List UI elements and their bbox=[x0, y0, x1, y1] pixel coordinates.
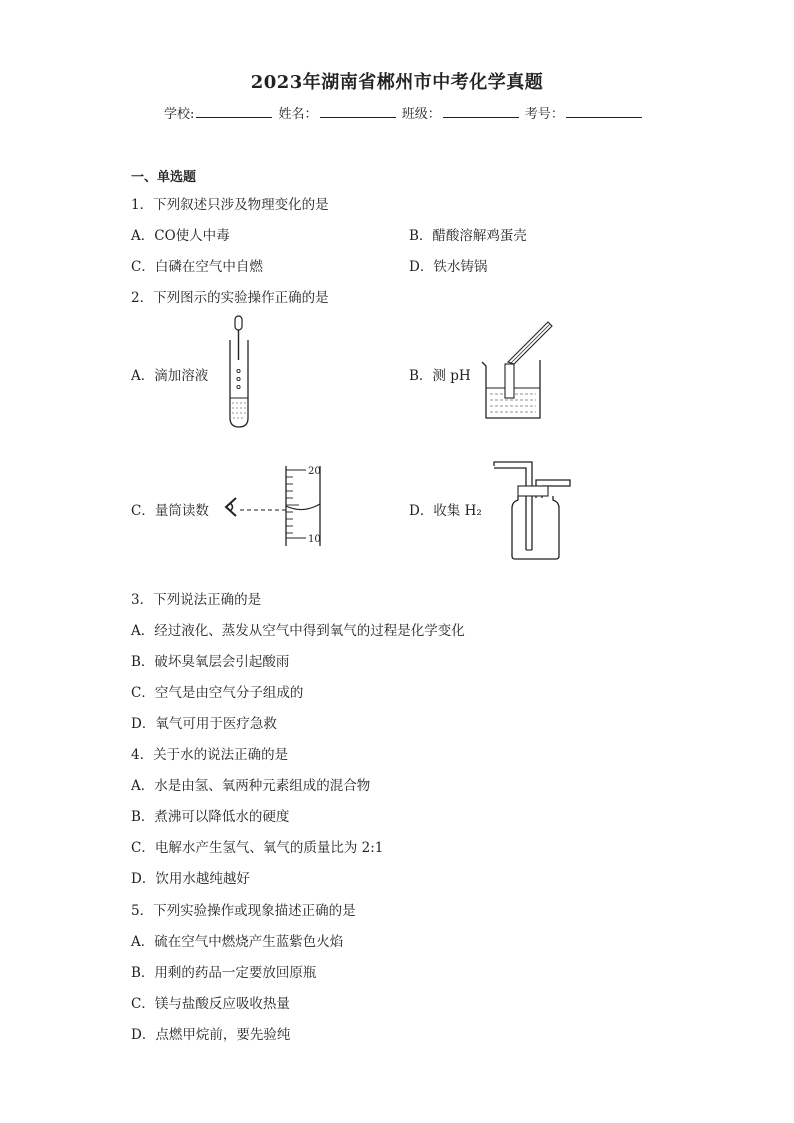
number-blank[interactable] bbox=[566, 105, 642, 118]
student-info-row bbox=[164, 103, 644, 122]
class-label: 班级： bbox=[401, 107, 441, 122]
q2-stem: 2．下列图示的实验操作正确的是 bbox=[131, 290, 329, 306]
school-label: 学校: bbox=[164, 107, 195, 122]
q4-option-b: B．煮沸可以降低水的硬度 bbox=[131, 809, 290, 825]
page-title: 2023年湖南省郴州市中考化学真题 bbox=[250, 72, 544, 93]
q3-option-c: C．空气是由空气分子组成的 bbox=[131, 685, 304, 701]
q5-option-d: D．点燃甲烷前，要先验纯 bbox=[131, 1027, 291, 1043]
q3-stem: 3．下列说法正确的是 bbox=[131, 592, 262, 608]
q2-option-c: C．量筒读数 bbox=[131, 503, 209, 519]
name-blank[interactable] bbox=[320, 105, 396, 118]
q1-option-a: A．CO使人中毒 bbox=[131, 228, 230, 244]
gas-collection-bottle-figure bbox=[490, 458, 574, 562]
q1-option-c: C．白磷在空气中自燃 bbox=[131, 259, 263, 275]
q2-option-a: A．滴加溶液 bbox=[131, 368, 209, 384]
q1-stem: 1．下列叙述只涉及物理变化的是 bbox=[131, 197, 329, 213]
q1-option-d: D．铁水铸锅 bbox=[409, 259, 488, 275]
q3-option-b: B．破坏臭氧层会引起酸雨 bbox=[131, 654, 290, 670]
q4-option-a: A．水是由氢、氧两种元素组成的混合物 bbox=[131, 778, 371, 794]
q5-option-a: A．硫在空气中燃烧产生蓝紫色火焰 bbox=[131, 934, 344, 950]
q4-stem: 4．关于水的说法正确的是 bbox=[131, 747, 289, 763]
q2-option-d: D．收集 H₂ bbox=[409, 503, 482, 519]
number-label: 考号： bbox=[524, 107, 564, 122]
section-heading: 一、单选题 bbox=[131, 170, 197, 185]
cylinder-reading-figure bbox=[222, 462, 326, 550]
name-label: 姓名： bbox=[278, 107, 318, 122]
dropper-test-tube-figure bbox=[222, 314, 256, 430]
q3-option-d: D．氧气可用于医疗急救 bbox=[131, 716, 277, 732]
ph-test-beaker-figure bbox=[478, 318, 556, 422]
class-blank[interactable] bbox=[443, 105, 519, 118]
q5-option-c: C．镁与盐酸反应吸收热量 bbox=[131, 996, 290, 1012]
q5-option-b: B．用剩的药品一定要放回原瓶 bbox=[131, 965, 317, 981]
q3-option-a: A．经过液化、蒸发从空气中得到氧气的过程是化学变化 bbox=[131, 623, 465, 639]
cylinder-top-mark: 20 bbox=[308, 466, 321, 477]
q4-option-c: C．电解水产生氢气、氧气的质量比为 2:1 bbox=[131, 840, 384, 856]
school-blank[interactable] bbox=[196, 105, 272, 118]
q2-option-b: B．测 pH bbox=[409, 368, 471, 384]
q4-option-d: D．饮用水越纯越好 bbox=[131, 871, 250, 887]
q1-option-b: B．醋酸溶解鸡蛋壳 bbox=[409, 228, 527, 244]
q5-stem: 5．下列实验操作或现象描述正确的是 bbox=[131, 903, 356, 919]
cylinder-bottom-mark: 10 bbox=[308, 534, 321, 545]
